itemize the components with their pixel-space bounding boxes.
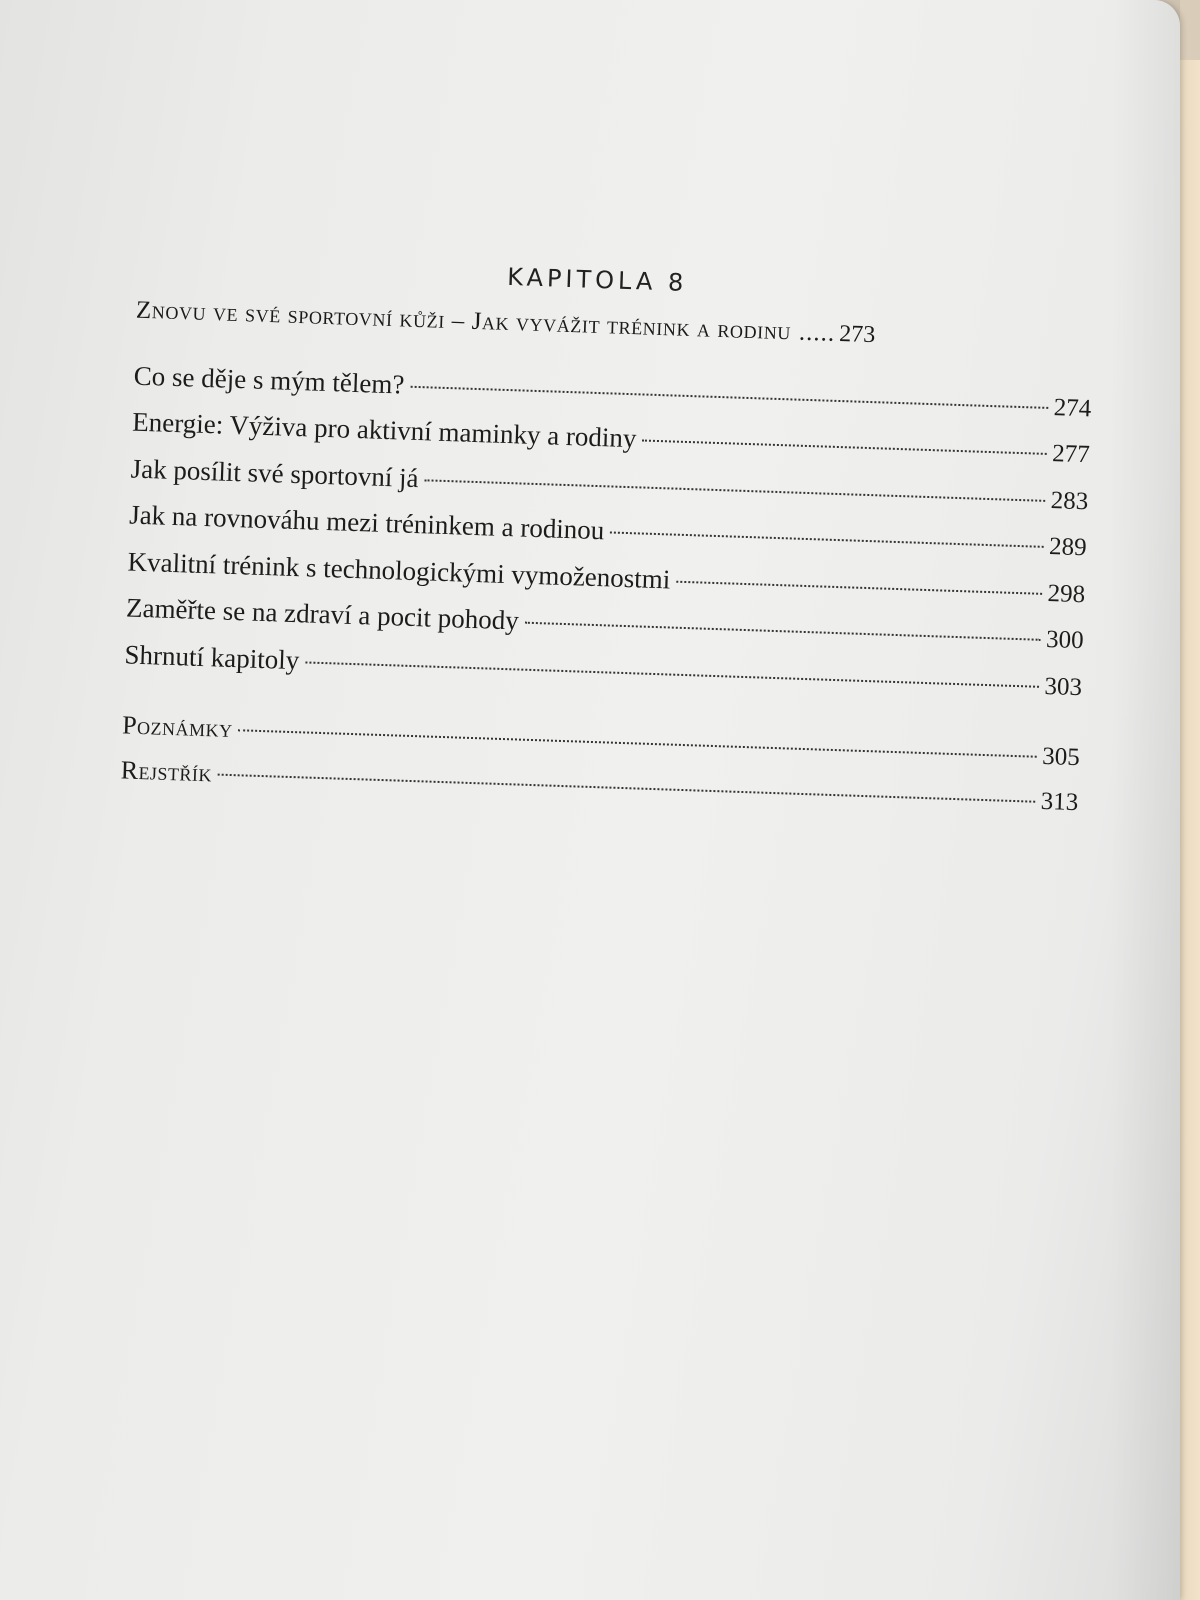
dot-leader: [410, 386, 1048, 409]
toc-entry-title: Energie: Výživa pro aktivní maminky a rodiny: [131, 407, 637, 454]
dot-leader: [305, 661, 1038, 687]
chapter-label: KAPITOLA 8: [506, 262, 688, 297]
toc-entry-title: Zaměřte se na zdraví a pocit pohody: [125, 592, 520, 636]
chapter-title: Znovu ve své sportovní kůži – Jak vyvážit trénink a rodinu: [135, 296, 792, 346]
toc-entry-title: Co se děje s mým tělem?: [133, 360, 405, 400]
toc-entry-title: Shrnutí kapitoly: [124, 639, 300, 675]
toc-entry-page: 274: [1053, 394, 1092, 423]
toc-entry-page: 313: [1040, 787, 1079, 816]
dot-leader: [610, 532, 1043, 548]
toc-entry-title: Jak na rovnováhu mezi tréninkem a rodinou: [128, 499, 605, 546]
dot-leader: [424, 479, 1044, 502]
toc-entry-title: Poznámky: [121, 710, 234, 744]
chapter-page-number: 273: [838, 320, 876, 349]
dot-leader: [642, 440, 1046, 455]
toc-entry-page: 303: [1044, 672, 1083, 701]
dot-leader: [676, 580, 1041, 594]
dot-leader: [239, 729, 1037, 757]
section-list: [124, 353, 1092, 710]
chapter-leader: .....: [798, 318, 836, 347]
toc-entry-page: 300: [1045, 626, 1085, 655]
dot-leader: [525, 622, 1040, 641]
toc-entry-page: 298: [1047, 579, 1086, 608]
dot-leader: [218, 773, 1035, 802]
toc-entry-page: 277: [1051, 440, 1091, 469]
back-matter-list: [120, 703, 1080, 824]
table-of-contents: [100, 250, 1117, 825]
toc-entry-title: Jak posílit své sportovní já: [130, 453, 420, 493]
toc-entry-title: Rejstřík: [120, 755, 213, 788]
toc-entry-page: 283: [1050, 486, 1089, 516]
toc-entry-title: Kvalitní trénink s technologickými vymoženostmi: [127, 546, 671, 595]
toc-entry-page: 289: [1048, 533, 1088, 562]
toc-entry-page: 305: [1041, 742, 1081, 772]
